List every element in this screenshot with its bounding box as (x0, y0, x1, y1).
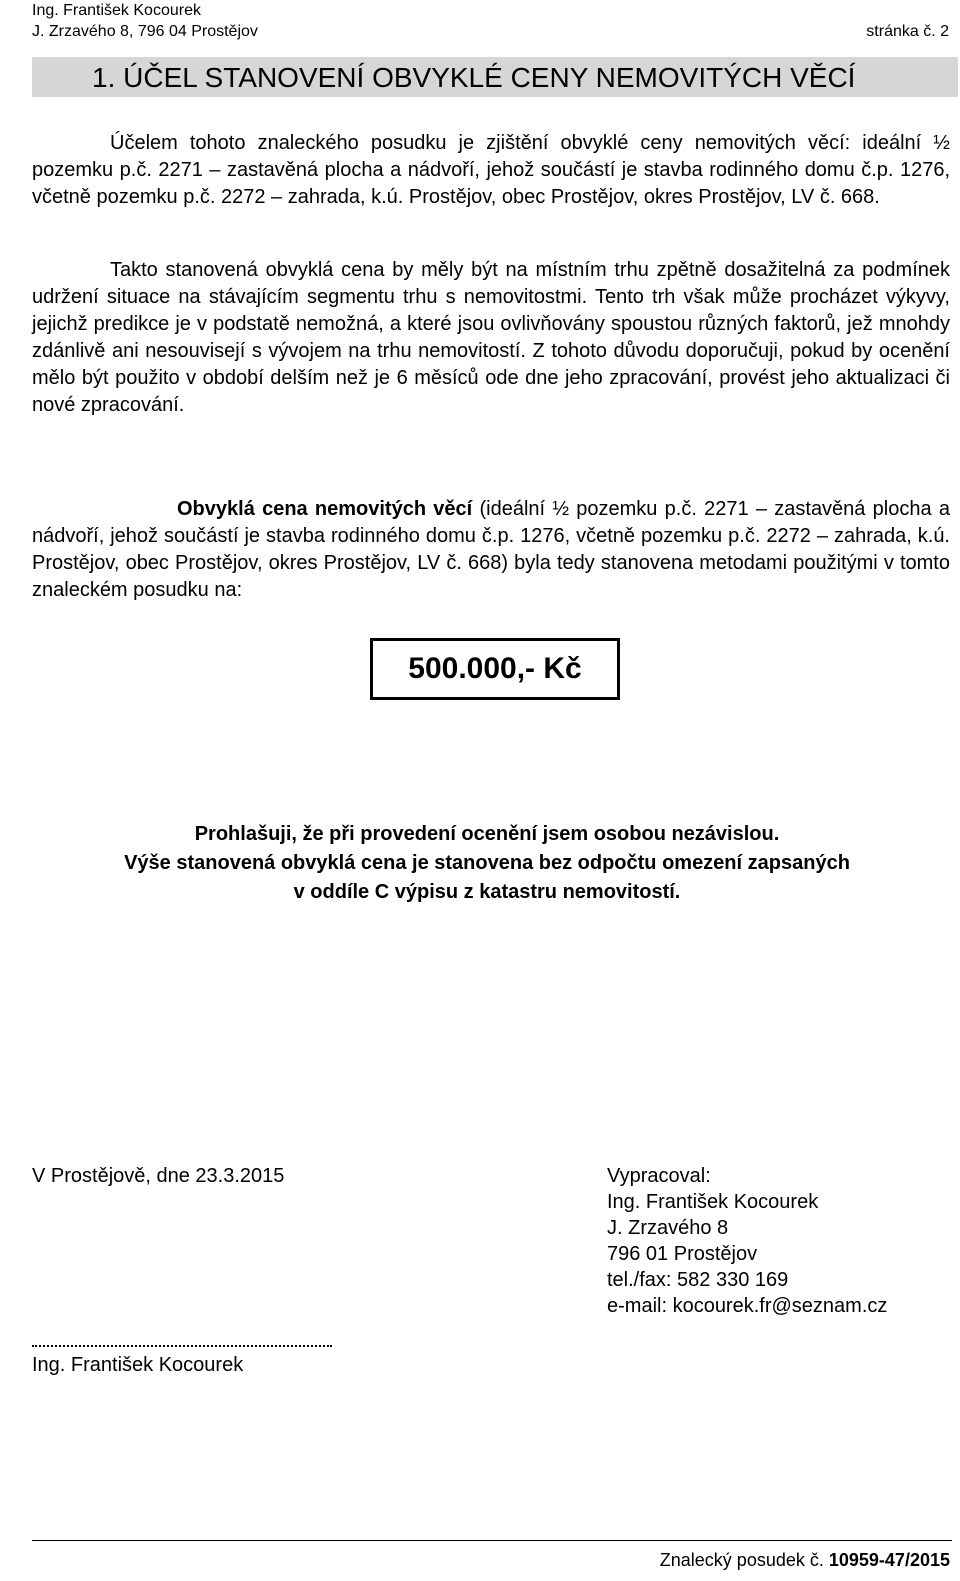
header-address: J. Zrzavého 8, 796 04 Prostějov (32, 23, 258, 40)
footer-label: Znalecký posudek č. (659, 1550, 829, 1570)
section-title: 1. ÚČEL STANOVENÍ OBVYKLÉ CENY NEMOVITÝCH VĚCÍ (92, 62, 856, 93)
place-date: V Prostějově, dne 23.3.2015 (32, 1165, 285, 1187)
page-number: stránka č. 2 (866, 23, 949, 40)
price-box: 500.000,- Kč (370, 638, 620, 700)
footer-divider (32, 1540, 952, 1541)
validity-paragraph: Takto stanovená obvyklá cena by měly být na místním trhu zpětně dosažitelná za podmínek udržení situace na stávajícím segmentu trhu s nemovitostmi. Tento trh však může procházet výkyvy, jejichž predikce je v podstatě nemožná, a které jsou ovlivňovány spoustou různých faktorů, jež mnohdy zdánlivě ani nesouvisejí s vývojem na trhu nemovitostí. Z tohoto důvodu doporučuji, pokud by ocenění mělo být použito v období delším než je 6 měsíců ode dne jeho zpracování, provést jeho aktualizaci či nové zpracování. (32, 259, 950, 416)
footer-number: 10959-47/2015 (828, 1550, 950, 1570)
prepared-by-phone: tel./fax: 582 330 169 (607, 1269, 789, 1291)
footer (660, 1549, 950, 1571)
prepared-by-label: Vypracoval: (607, 1165, 711, 1187)
declaration-line: Prohlašuji, že při provedení ocenění jsem osobou nezávislou. (194, 823, 780, 845)
purpose-paragraph: Účelem tohoto znaleckého posudku je zjištění obvyklé ceny nemovitých věcí: ideální ½ pozemku p.č. 2271 – zastavěná plocha a nádvoří, jehož součástí je stavba rodinného domu č.p. 1276, včetně pozemku p.č. 2272 – zahrada, k.ú. Prostějov, obec Prostějov, okres Prostějov, LV č. 668. (32, 132, 950, 208)
signature-line (32, 1345, 332, 1347)
prepared-by-street: J. Zrzavého 8 (607, 1217, 729, 1239)
result-lead: Obvyklá cena nemovitých věcí (177, 498, 473, 520)
section-title-bar (32, 57, 958, 97)
prepared-by-city: 796 01 Prostějov (607, 1243, 758, 1265)
prepared-by-email: e-mail: kocourek.fr@seznam.cz (607, 1295, 888, 1317)
result-text: (ideální ½ pozemku p.č. 2271 – zastavěná plocha a nádvoří, jehož součástí je stavba rodinného domu č.p. 1276, včetně pozemku p.č. 2272 – zahrada, k.ú. Prostějov, obec Prostějov, okres Prostějov, LV č. 668) byla tedy stanovena metodami použitými v tomto znaleckém posudku na: (32, 498, 950, 601)
prepared-by-block (607, 1163, 887, 1319)
declaration-line: v oddíle C výpisu z katastru nemovitostí. (293, 881, 681, 903)
signature-name: Ing. František Kocourek (32, 1354, 244, 1376)
header-author: Ing. František Kocourek (32, 2, 201, 19)
declaration (32, 820, 942, 907)
prepared-by-name: Ing. František Kocourek (607, 1191, 819, 1213)
declaration-line: Výše stanovená obvyklá cena je stanovena bez odpočtu omezení zapsaných (124, 852, 850, 874)
result-paragraph (32, 496, 950, 604)
